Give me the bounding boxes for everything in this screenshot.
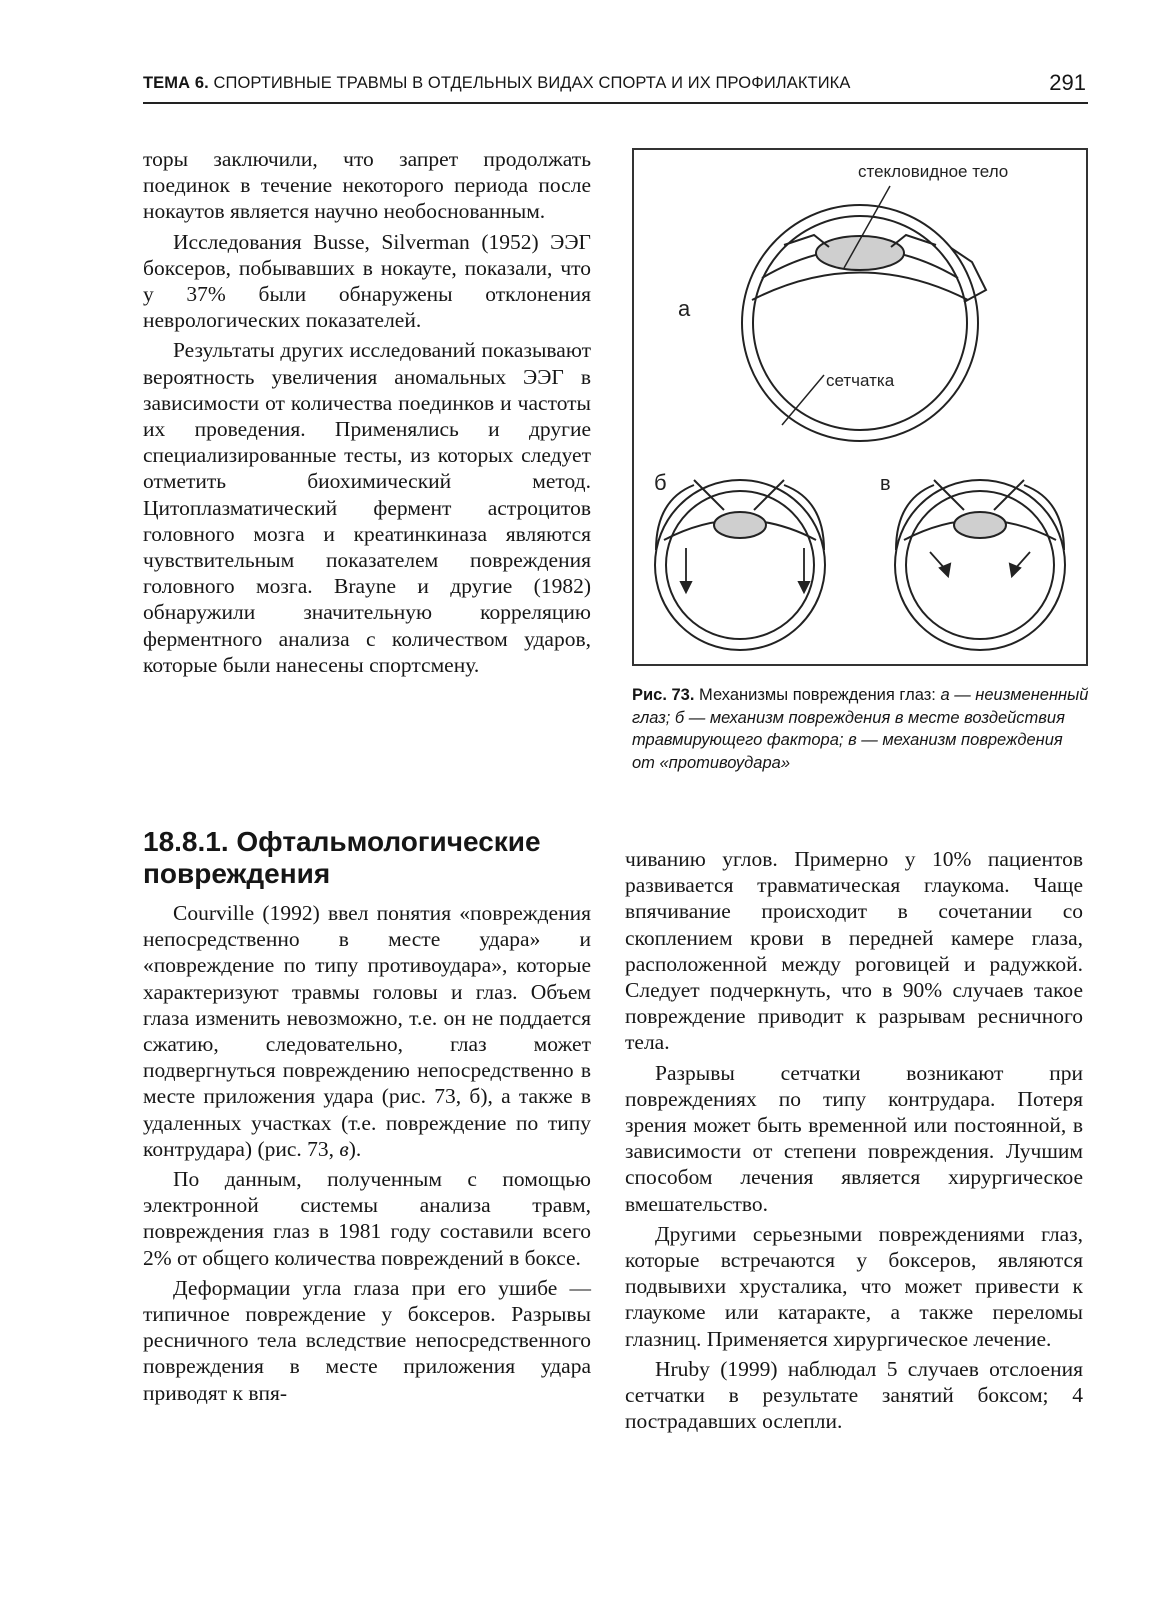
paragraph: Результаты других исследований показывают вероятность увеличения аномальных ЭЭГ в зависимости от количества поединков и частоты их проведения. Применялись и другие специализированные тесты, из которых следует отметить биохимический метод. Цитоплазматический фермент астроцитов головного мозга и креатинкиназа являются чувствительным показателем повреждения головного мозга. Brayne и другие (1982) обнаружили значительную корреляцию ферментного анализа с количеством ударов, которые были нанесены спортсмену. (143, 338, 591, 677)
eye-injury-diagram (634, 150, 1086, 664)
paragraph-text: ). (348, 1136, 362, 1161)
label-panel-a: а (678, 296, 691, 321)
running-header (143, 72, 1088, 104)
paragraph: Деформации угла глаза при его ушибе — типичное повреждение у боксеров. Разрывы ресничного тела вследствие непосредственного повреждения в месте приложения удара приводят к впя- (143, 1275, 591, 1405)
caption-title: Механизмы повреждения глаз: (694, 686, 941, 704)
paragraph: Разрывы сетчатки возникают при повреждениях по типу контрудара. Потеря зрения может быть временной или постоянной, в зависимости от степени повреждения. Лучшим способом лечения является хирургическое вмешательство. (625, 1060, 1083, 1216)
eye-diagram-b (655, 480, 825, 650)
header-topic-text: СПОРТИВНЫЕ ТРАВМЫ В ОТДЕЛЬНЫХ ВИДАХ СПОРТА И ИХ ПРОФИЛАКТИКА (208, 74, 851, 92)
left-column-top (143, 146, 591, 678)
paragraph-italic: в (339, 1136, 349, 1161)
paragraph: торы заключили, что запрет продолжать поединок в течение некоторого периода после нокаутов является научно необоснованным. (143, 147, 591, 224)
eye-diagram-v (895, 480, 1065, 650)
label-vitreous: стекловидное тело (858, 162, 1009, 181)
left-column-bottom (143, 900, 591, 1406)
figure-73 (632, 148, 1088, 666)
eye-diagram-a (742, 186, 986, 441)
paragraph-text: Courville (1992) ввел понятия «повреждения непосредственно в месте удара» и «повреждение по типу противоудара», которые характеризуют травмы головы и глаз. Объем глаза изменить невозможно, т.е. он не поддается сжатию, следовательно, глаз может подвергнуться повреждению непосредственно в месте приложения удара (рис. 73, б), а также в удаленных участках (т.е. повреждение по типу контрудара) (рис. 73, (143, 901, 591, 1161)
section-heading: 18.8.1. Офтальмологические повреждения (143, 826, 541, 889)
caption-figure-number: Рис. 73. (632, 686, 695, 704)
paragraph: Другими серьезными повреждениями глаз, которые встречаются у боксеров, являются подвывихи хрусталика, что может привести к глаукоме или катаракте, а также переломы глазниц. Применяется хирургическое лечение. (625, 1221, 1083, 1351)
label-panel-v: в (880, 473, 891, 495)
figure-caption (632, 684, 1090, 774)
caption-body: а — неизмененный глаз; б — механизм повреждения в месте воздействия травмирующего фактора; в — механизм повреждения от «противоудара» (632, 686, 1089, 772)
label-retina: сетчатка (826, 371, 895, 390)
paragraph: чиванию углов. Примерно у 10% пациентов развивается травматическая глаукома. Чаще впячивание происходит в сочетании со скоплением крови в передней камере глаза, расположенной между роговицей и радужкой. Следует подчеркнуть, что в 90% случаев такое повреждение приводит к разрывам ресничного тела. (625, 847, 1083, 1055)
paragraph: Hruby (1999) наблюдал 5 случаев отслоения сетчатки в результате занятий боксом; 4 пострадавших ослепли. (625, 1356, 1083, 1434)
paragraph: Исследования Busse, Silverman (1952) ЭЭГ боксеров, побывавших в нокауте, показали, что у 37% были обнаружены отклонения неврологических показателей. (143, 229, 591, 333)
running-header-title (143, 74, 851, 93)
paragraph: По данным, полученным с помощью электронной системы анализа травм, повреждения глаз в 1981 году составили всего 2% от общего количества повреждений в боксе. (143, 1167, 591, 1270)
paragraph (143, 900, 591, 1162)
page-number: 291 (1049, 70, 1086, 95)
label-panel-b: б (654, 470, 667, 495)
right-column-bottom (625, 846, 1083, 1434)
header-topic-number: ТЕМА 6. (143, 74, 209, 92)
